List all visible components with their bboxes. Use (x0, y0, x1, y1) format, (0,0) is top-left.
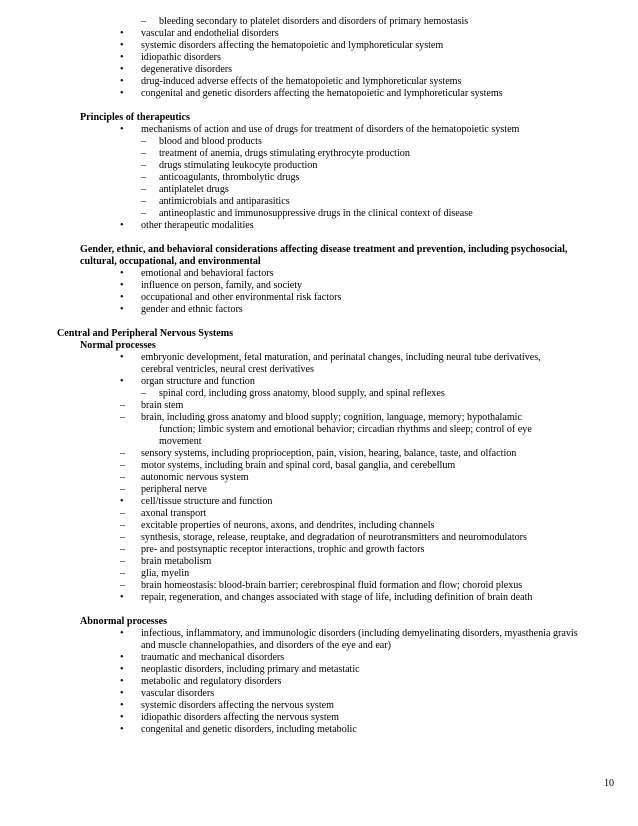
list-item-text: synthesis, storage, release, reuptake, and degradation of neurotransmitters and neuromodulators (141, 532, 527, 543)
bullet-marker: • (120, 724, 124, 735)
list-item-text: glia, myelin (141, 568, 190, 579)
list-item-text: autonomic nervous system (141, 472, 249, 483)
list-item (0, 172, 638, 184)
dash-marker: – (120, 484, 126, 495)
list-item (0, 496, 638, 508)
list-item (0, 700, 638, 712)
bullet-marker: • (120, 28, 124, 39)
list-item (0, 448, 638, 460)
bullet-marker: • (120, 628, 124, 639)
list-item-text: degenerative disorders (141, 64, 233, 75)
list-item (0, 304, 638, 316)
bullet-marker: • (120, 268, 124, 279)
list-item (0, 484, 638, 496)
list-item (0, 376, 638, 388)
bullet-marker: • (120, 292, 124, 303)
list-item (0, 472, 638, 484)
list-item-text: pre- and postsynaptic receptor interactions, trophic and growth factors (141, 544, 425, 555)
list-item (0, 76, 638, 88)
list-item (0, 712, 638, 724)
list-item-text: antimicrobials and antiparasitics (159, 196, 290, 207)
dash-marker: – (141, 136, 147, 147)
bullet-marker: • (120, 64, 124, 75)
list-item (0, 292, 638, 304)
list-item (0, 124, 638, 136)
list-item (0, 64, 638, 76)
dash-marker: – (141, 172, 147, 183)
dash-marker: – (141, 196, 147, 207)
list-item-text: infectious, inflammatory, and immunologic disorders (including demyelinating disorders, myasthenia gravis (141, 628, 578, 639)
subsection-heading: Principles of therapeutics (80, 112, 190, 123)
list-item-text: traumatic and mechanical disorders (141, 652, 285, 663)
list-item-text: embryonic development, fetal maturation, and perinatal changes, including neural tube derivatives, (141, 352, 541, 363)
list-item-text: systemic disorders affecting the nervous system (141, 700, 334, 711)
list-item-text: metabolic and regulatory disorders (141, 676, 282, 687)
list-item-text: vascular and endothelial disorders (141, 28, 279, 39)
list-item-text: emotional and behavioral factors (141, 268, 274, 279)
dash-marker: – (120, 556, 126, 567)
list-item (0, 400, 638, 412)
list-item (0, 532, 638, 544)
bullet-marker: • (120, 592, 124, 603)
list-item (0, 412, 638, 424)
list-item (0, 724, 638, 736)
list-item-text: idiopathic disorders (141, 52, 221, 63)
bullet-marker: • (120, 664, 124, 675)
list-item-text: cell/tissue structure and function (141, 496, 273, 507)
list-item-text: congenital and genetic disorders affecting the hematopoietic and lymphoreticular systems (141, 88, 503, 99)
list-item (0, 196, 638, 208)
list-item (0, 568, 638, 580)
list-item-text: excitable properties of neurons, axons, and dendrites, including channels (141, 520, 435, 531)
list-item-text: drug-induced adverse effects of the hematopoietic and lymphoreticular systems (141, 76, 462, 87)
bullet-marker: • (120, 376, 124, 387)
list-item-text: neoplastic disorders, including primary and metastatic (141, 664, 360, 675)
list-item-text: influence on person, family, and society (141, 280, 303, 291)
dash-marker: – (120, 448, 126, 459)
list-item-text: vascular disorders (141, 688, 215, 699)
bullet-marker: • (120, 496, 124, 507)
list-item-text: brain stem (141, 400, 184, 411)
list-item-text: congenital and genetic disorders, including metabolic (141, 724, 357, 735)
dash-marker: – (120, 520, 126, 531)
list-item (0, 220, 638, 232)
list-item-text: brain homeostasis: blood-brain barrier; cerebrospinal fluid formation and flow; choroid plexus (141, 580, 523, 591)
bullet-marker: • (120, 304, 124, 315)
subsection-heading: Abnormal processes (80, 616, 168, 627)
list-item-text: other therapeutic modalities (141, 220, 254, 231)
list-item-text: brain, including gross anatomy and blood supply; cognition, language, memory; hypothalamic (141, 412, 522, 423)
list-item-text: systemic disorders affecting the hematopoietic and lymphoreticular system (141, 40, 444, 51)
list-item-text: gender and ethnic factors (141, 304, 243, 315)
list-item-continuation: movement (159, 436, 202, 447)
list-item (0, 136, 638, 148)
list-item (0, 148, 638, 160)
list-item-text: antiplatelet drugs (159, 184, 229, 195)
dash-marker: – (120, 412, 126, 423)
list-item (0, 628, 638, 640)
bullet-marker: • (120, 280, 124, 291)
dash-marker: – (141, 148, 147, 159)
section-spacer (0, 604, 638, 616)
dash-marker: – (120, 568, 126, 579)
list-item (0, 508, 638, 520)
list-item (0, 580, 638, 592)
list-item (0, 208, 638, 220)
dash-marker: – (120, 580, 126, 591)
list-item-text: motor systems, including brain and spinal cord, basal ganglia, and cerebellum (141, 460, 456, 471)
dash-marker: – (120, 400, 126, 411)
list-item (0, 388, 638, 400)
section-spacer (0, 100, 638, 112)
list-item-continuation: cerebral ventricles, neural crest derivatives (141, 364, 314, 375)
bullet-marker: • (120, 712, 124, 723)
list-item-text: anticoagulants, thrombolytic drugs (159, 172, 300, 183)
dash-marker: – (141, 160, 147, 171)
bullet-marker: • (120, 124, 124, 135)
list-item-text: peripheral nerve (141, 484, 207, 495)
list-item-text: mechanisms of action and use of drugs for treatment of disorders of the hematopoietic system (141, 124, 520, 135)
bullet-marker: • (120, 688, 124, 699)
bullet-marker: • (120, 352, 124, 363)
list-item (0, 184, 638, 196)
list-item (0, 556, 638, 568)
list-item-text: occupational and other environmental risk factors (141, 292, 342, 303)
list-item-text: idiopathic disorders affecting the nervous system (141, 712, 339, 723)
bullet-marker: • (120, 700, 124, 711)
bullet-marker: • (120, 88, 124, 99)
list-item (0, 352, 638, 364)
bullet-marker: • (120, 40, 124, 51)
list-item (0, 544, 638, 556)
list-item (0, 652, 638, 664)
list-item (0, 664, 638, 676)
dash-marker: – (120, 544, 126, 555)
dash-marker: – (120, 508, 126, 519)
list-item (0, 88, 638, 100)
dash-marker: – (120, 532, 126, 543)
list-item-text: axonal transport (141, 508, 207, 519)
list-item (0, 268, 638, 280)
list-item (0, 460, 638, 472)
list-item-text: drugs stimulating leukocyte production (159, 160, 318, 171)
list-item-continuation: and muscle channelopathies, and disorders of the eye and ear) (141, 640, 392, 651)
subsection-heading: Gender, ethnic, and behavioral considerations affecting disease treatment and prevention, including psychosocial, cultural, occupational, and environmental (80, 244, 568, 267)
list-item-continuation: function; limbic system and emotional behavior; circadian rhythms and sleep; control of eye (159, 424, 532, 435)
dash-marker: – (141, 184, 147, 195)
bullet-marker: • (120, 52, 124, 63)
list-item-text: antineoplastic and immunosuppressive drugs in the clinical context of disease (159, 208, 473, 219)
subsection-heading: Normal processes (80, 340, 156, 351)
list-item-text: blood and blood products (159, 136, 262, 147)
dash-marker: – (141, 388, 147, 399)
bullet-marker: • (120, 220, 124, 231)
list-item (0, 592, 638, 604)
list-item (0, 52, 638, 64)
list-item (0, 40, 638, 52)
section-spacer (0, 316, 638, 328)
list-item (0, 280, 638, 292)
list-item-text: brain metabolism (141, 556, 212, 567)
list-item-text: treatment of anemia, drugs stimulating erythrocyte production (159, 148, 410, 159)
list-item-text: bleeding secondary to platelet disorders and disorders of primary hemostasis (159, 16, 469, 27)
list-item (0, 688, 638, 700)
list-item-text: organ structure and function (141, 376, 255, 387)
bullet-marker: • (120, 652, 124, 663)
list-item (0, 160, 638, 172)
list-item (0, 28, 638, 40)
section-spacer (0, 232, 638, 244)
bullet-marker: • (120, 76, 124, 87)
dash-marker: – (141, 208, 147, 219)
dash-marker: – (141, 16, 147, 27)
list-item-text: spinal cord, including gross anatomy, blood supply, and spinal reflexes (159, 388, 445, 399)
list-item (0, 16, 638, 28)
list-item (0, 676, 638, 688)
list-item-text: sensory systems, including proprioception, pain, vision, hearing, balance, taste, and olfaction (141, 448, 517, 459)
section-heading: Central and Peripheral Nervous Systems (57, 328, 234, 339)
dash-marker: – (120, 460, 126, 471)
bullet-marker: • (120, 676, 124, 687)
list-item (0, 520, 638, 532)
page-number: 10 (604, 778, 615, 789)
list-item-text: repair, regeneration, and changes associated with stage of life, including definition of brain death (141, 592, 533, 603)
dash-marker: – (120, 472, 126, 483)
document-body (0, 16, 638, 736)
